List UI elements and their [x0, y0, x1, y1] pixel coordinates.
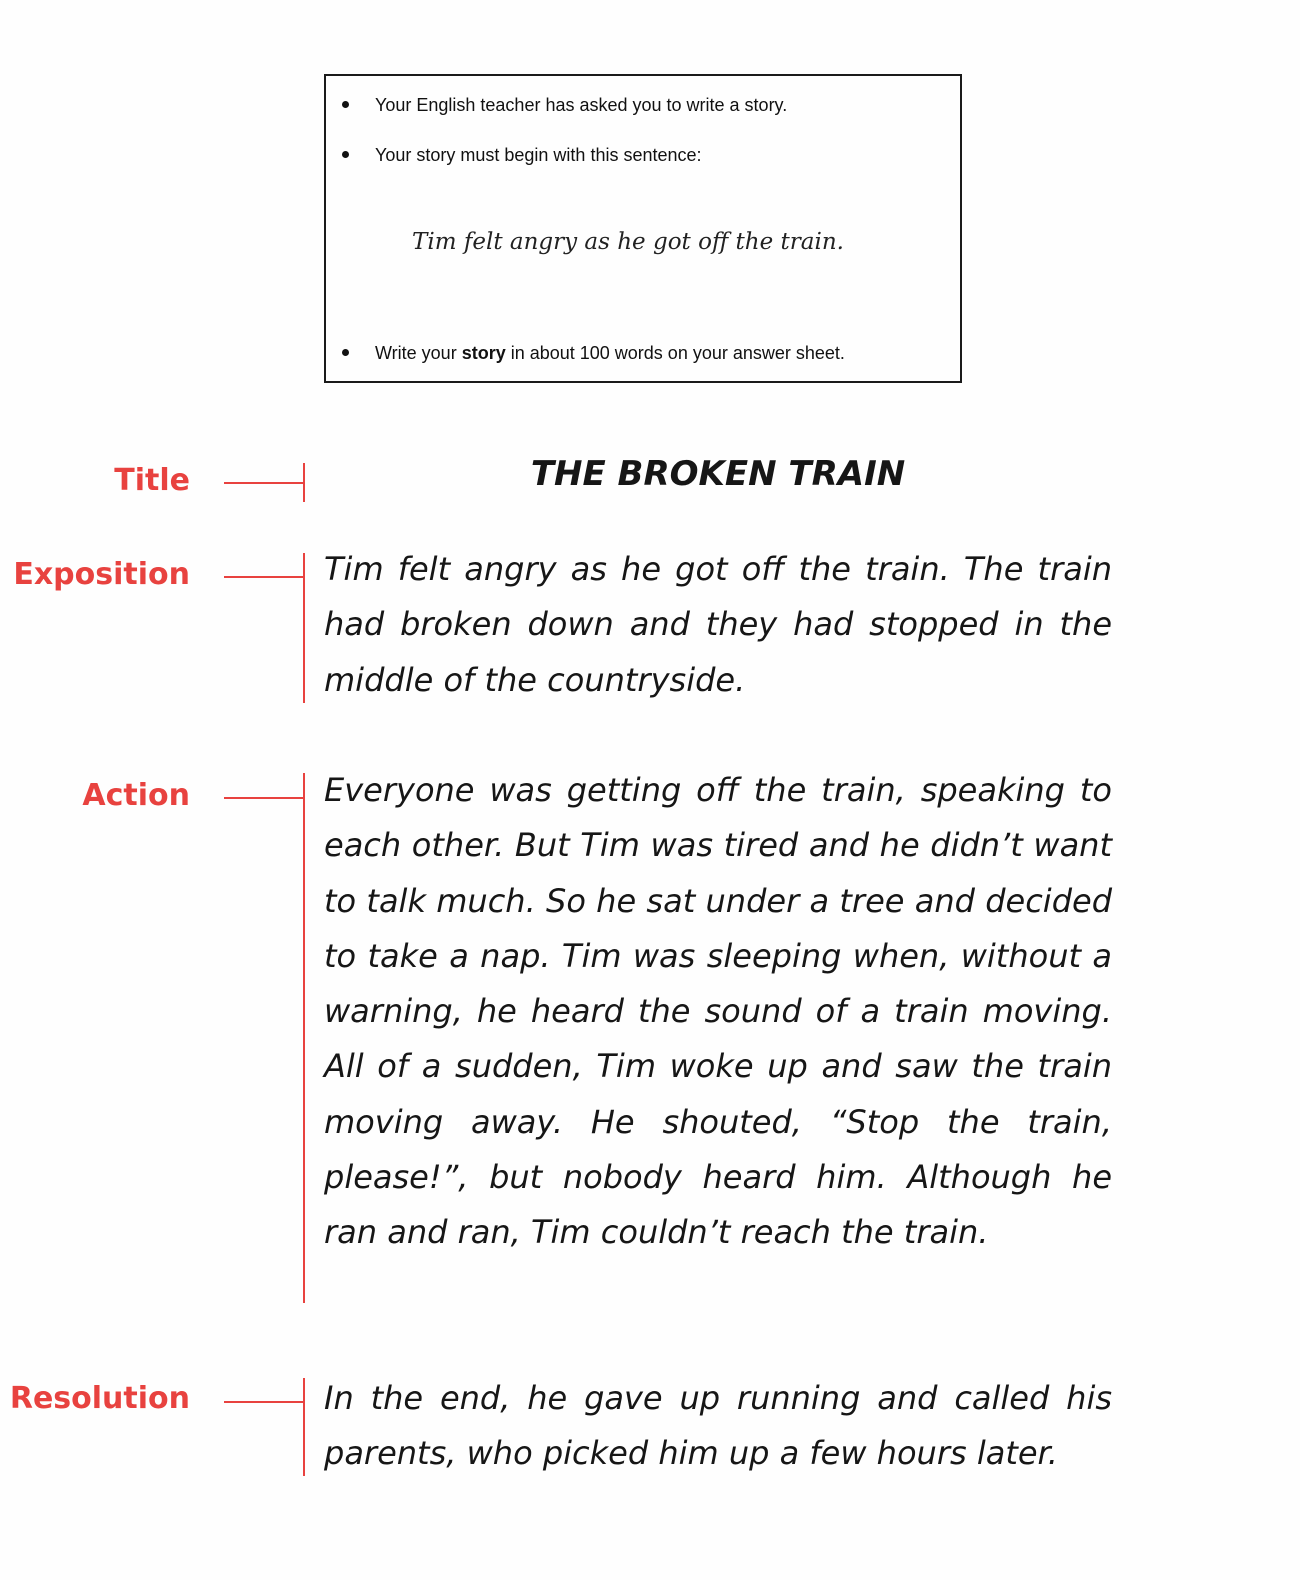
connector-line-exposition — [224, 576, 304, 578]
task-bullet — [342, 342, 845, 364]
label-title: Title — [114, 463, 190, 498]
task-bullet-text-after: in about 100 words on your answer sheet. — [505, 343, 845, 363]
connector-line-title — [224, 482, 304, 484]
task-instructions-box — [324, 74, 962, 383]
bracket-action — [303, 773, 305, 1303]
story-resolution-paragraph: In the end, he gave up running and called his parents, who picked him up a few hours later. — [324, 1379, 1112, 1473]
task-bullet — [342, 94, 787, 116]
story-action-paragraph: Everyone was getting off the train, speaking to each other. But Tim was tired and he didn’t want to talk much. So he sat under a tree and decided to take a nap. Tim was sleeping when, without a warning, he heard the sound of a train moving. All of a sudden, Tim woke up and saw the train moving away. He shouted, “Stop the train, please!”, but nobody heard him. Although he ran and ran, Tim couldn’t reach the train. — [324, 771, 1112, 1252]
story-exposition-paragraph: Tim felt angry as he got off the train. The train had broken down and they had stopped in the middle of the countryside. — [324, 550, 1112, 699]
task-bullet-text-before: Write your — [375, 343, 462, 363]
bullet-icon — [342, 101, 349, 108]
bracket-exposition — [303, 553, 305, 703]
label-action: Action — [82, 778, 190, 813]
story-title: THE BROKEN TRAIN — [530, 454, 906, 494]
task-bullet-text: Your English teacher has asked you to write a story. — [375, 95, 788, 115]
task-bullet-text-bold: story — [461, 343, 506, 363]
prompt-sentence: Tim felt angry as he got off the train. — [412, 229, 844, 255]
bullet-icon — [342, 151, 349, 158]
connector-line-resolution — [224, 1401, 304, 1403]
task-bullet — [342, 144, 702, 166]
label-exposition: Exposition — [13, 557, 190, 592]
bracket-resolution — [303, 1378, 305, 1476]
label-resolution: Resolution — [9, 1381, 190, 1416]
connector-line-action — [224, 797, 304, 799]
bullet-icon — [342, 349, 349, 356]
task-bullet-text: Your story must begin with this sentence: — [375, 145, 702, 165]
bracket-title — [303, 463, 305, 502]
